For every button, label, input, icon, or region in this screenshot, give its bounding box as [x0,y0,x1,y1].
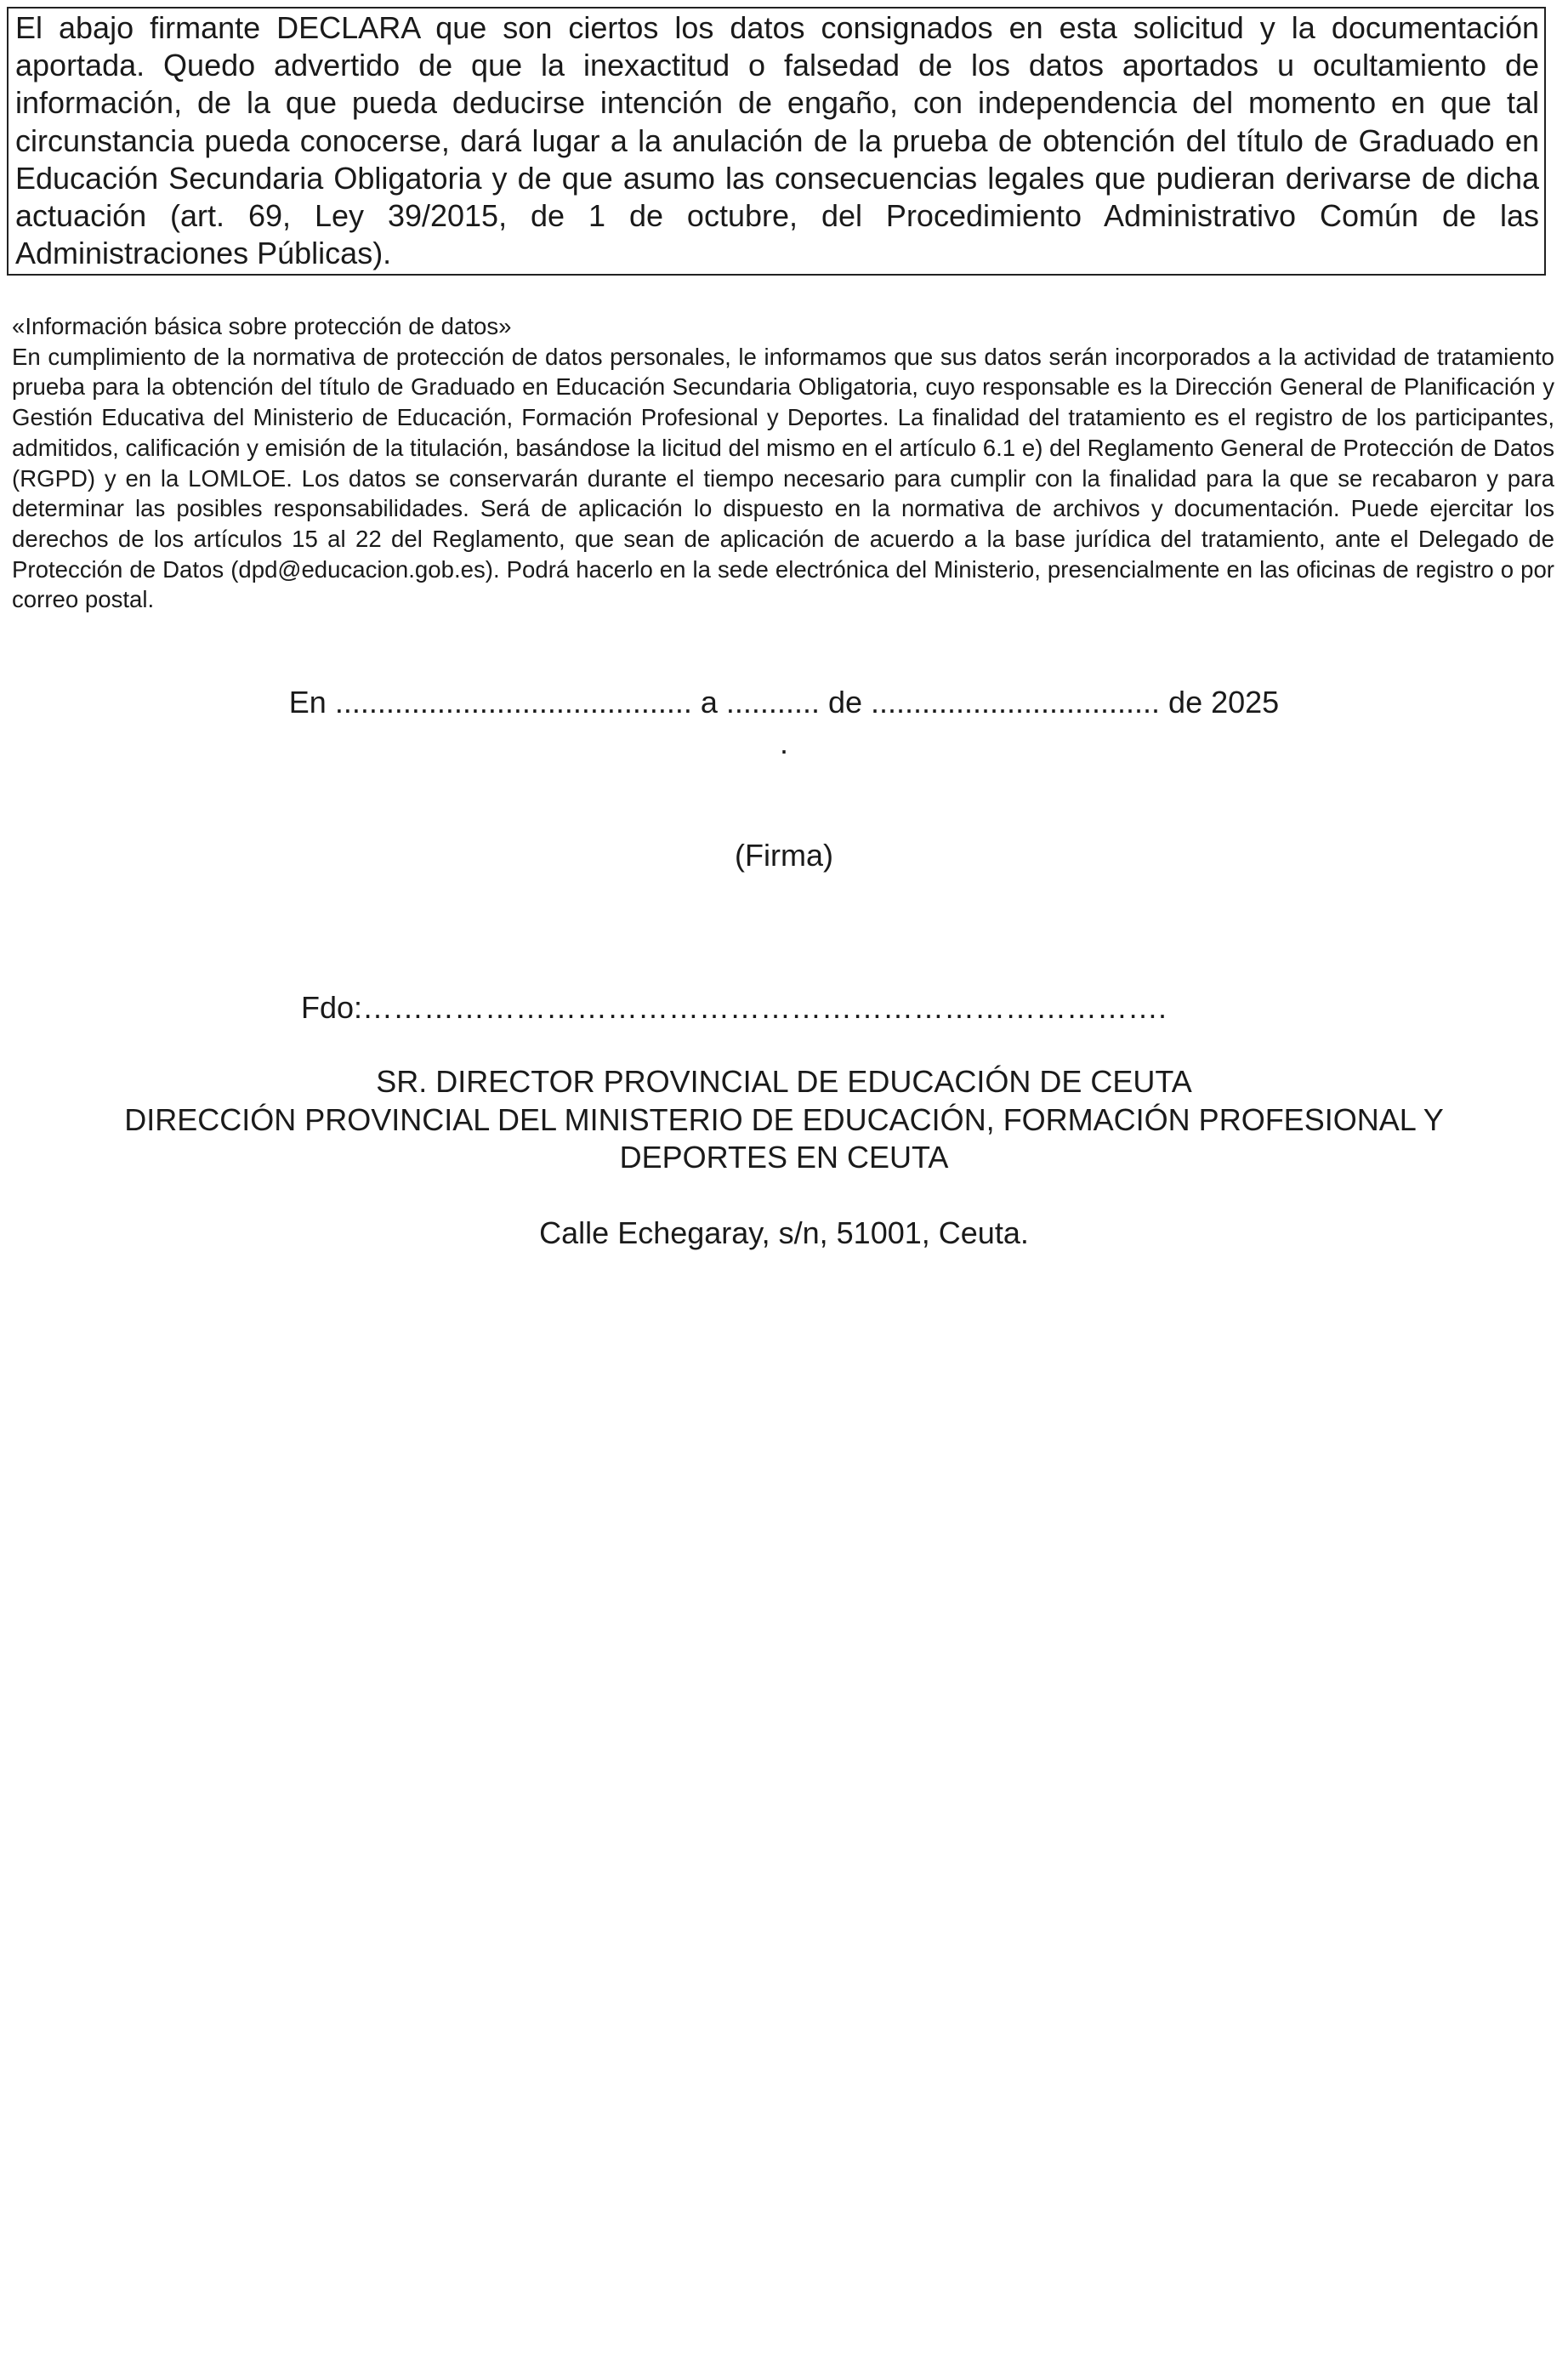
date-line[interactable]: En .......................................... a ........... de .................................. de 2025 [288,685,1280,720]
declaration-box [7,7,1546,276]
declaration-text: El abajo firmante DECLARA que son ciertos los datos consignados en esta solicitud y la documentación aportada. Quedo advertido de que la inexactitud o falsedad de los datos aportados u ocultamiento de información, de la que pueda deducirse intención de engaño, con independencia del momento en que tal circunstancia pueda conocerse, dará lugar a la anulación de la prueba de obtención del título de Graduado en Educación Secundaria Obligatoria y de que asumo las consecuencias legales que pudieran derivarse de dicha actuación (art. 69, Ley 39/2015, de 1 de octubre, del Procedimiento Administrativo Común de las Administraciones Públicas). [15,10,1539,271]
signature-label: (Firma) [735,838,833,873]
signatory-name-line[interactable]: Fdo:……………………………………………………………………. [301,990,1167,1025]
date-period: . [779,725,788,760]
postal-address: Calle Echegaray, s/n, 51001, Ceuta. [539,1215,1029,1250]
addressee-department: DIRECCIÓN PROVINCIAL DEL MINISTERIO DE EDUCACIÓN, FORMACIÓN PROFESIONAL Y DEPORTES EN CEUTA [124,1101,1444,1175]
privacy-body: En cumplimiento de la normativa de protección de datos personales, le informamos que sus datos serán incorporados a la actividad de tratamiento prueba para la obtención del título de Graduado en Educación Secundaria Obligatoria, cuyo responsable es la Dirección General de Planificación y Gestión Educativa del Ministerio de Educación, Formación Profesional y Deportes. La finalidad del tratamiento es el registro de los participantes, admitidos, calificación y emisión de la titulación, basándose la licitud del mismo en el artículo 6.1 e) del Reglamento General de Protección de Datos (RGPD) y en la LOMLOE. Los datos se conservarán durante el tiempo necesario para cumplir con la finalidad para la que se recabaron y para determinar las posibles responsabilidades. Será de aplicación lo dispuesto en la normativa de archivos y documentación. Puede ejercitar los derechos de los artículos 15 al 22 del Reglamento, que sean de aplicación de acuerdo a la base jurídica del tratamiento, ante el Delegado de Protección de Datos (dpd@educacion.gob.es). Podrá hacerlo en la sede electrónica del Ministerio, presencialmente en las oficinas de registro o por correo postal. [12,343,1554,613]
privacy-title: «Información básica sobre protección de datos» [12,313,512,339]
privacy-notice [12,311,1554,615]
addressee-block [51,1063,1517,1177]
addressee-title: SR. DIRECTOR PROVINCIAL DE EDUCACIÓN DE CEUTA [376,1064,1192,1099]
